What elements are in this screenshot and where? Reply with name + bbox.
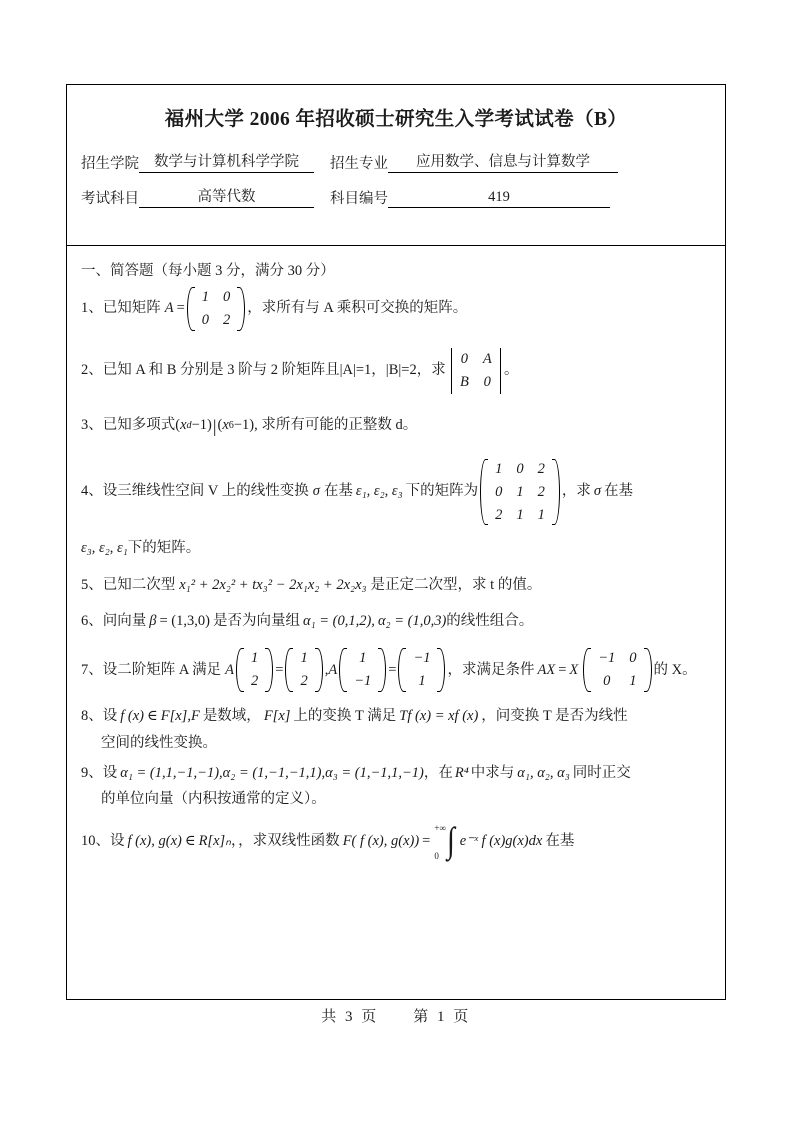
paren-left: [480, 458, 488, 527]
q7-v3-0: 1: [359, 650, 367, 667]
exam-header: [67, 103, 725, 246]
paren-left: [583, 647, 591, 693]
q1-text-2: ，求所有与 A 乘积可交换的矩阵。: [247, 300, 468, 317]
q7-text-1: 设二阶矩阵 A 满足: [102, 661, 222, 678]
q3-text-2: , 求所有可能的正整数 d。: [254, 417, 418, 434]
q2-d-0-1: A: [482, 351, 492, 368]
code-value: 419: [388, 188, 610, 208]
footer-current-pre: 第: [413, 1009, 431, 1025]
q7-v1-1: 2: [251, 673, 259, 690]
q6-alpha-2: α₂ = (1,0,3): [377, 612, 447, 629]
q10-text-1: 设: [110, 832, 125, 849]
q7-vector-4: [398, 647, 445, 693]
q5-text-2: 是正定二次型，求 t 的值。: [370, 577, 542, 594]
question-10: [81, 819, 711, 862]
q8-transform-eq: Tf (x) = xf (x): [399, 708, 479, 725]
q10-in-symbol: ∈: [184, 832, 196, 849]
question-9: [81, 764, 711, 810]
q4-text-6: 下的矩阵。: [127, 539, 201, 556]
q3-number: 3、: [81, 417, 103, 434]
integral-upper-limit: +∞: [434, 822, 446, 833]
q7-cond-x: X: [569, 661, 579, 678]
q9-text-1: 设: [102, 764, 118, 781]
paren-right: [552, 458, 560, 527]
footer-total-pre: 共: [321, 1009, 339, 1025]
subject-label: 考试科目: [81, 190, 139, 207]
q9-alpha-2: α₂ = (1,−1,−1,1),: [222, 764, 326, 781]
q3-expr2-base: x: [222, 417, 229, 434]
meta-row-subject-code: [67, 188, 725, 208]
page-title: 福州大学 2006 年招收硕士研究生入学考试试卷（B）: [164, 109, 628, 130]
q6-text-3: 的线性组合。: [446, 612, 534, 629]
q4-text-4: ，求: [561, 483, 591, 500]
paren-right: [378, 647, 386, 693]
q2-d-0-0: 0: [460, 351, 469, 368]
q7-v1-0: 1: [251, 650, 259, 667]
q7-A-1: A: [225, 661, 235, 678]
integral-symbol: [433, 819, 455, 862]
q7-v2-0: 1: [300, 650, 308, 667]
q6-text-2: 是否为向量组: [212, 612, 300, 629]
college-value: 数学与计算机科学学院: [139, 153, 314, 173]
q1-m-1-1: 2: [223, 312, 231, 329]
q7-cm-1-1: 1: [629, 673, 637, 690]
q10-text-2: ，，求双线性函数: [230, 832, 340, 849]
det-bar-left: [451, 348, 452, 394]
q4-text-3: 下的矩阵为: [405, 483, 479, 500]
q8-text-4: ，问变换 T 是否为线性: [481, 708, 628, 725]
footer-total-post: 页: [361, 1009, 379, 1025]
q7-vector-2: [285, 647, 322, 693]
q7-text-3: 的 X。: [653, 661, 697, 678]
paren-right: [437, 647, 445, 693]
q3-expr1-base: x: [180, 417, 187, 434]
question-8: [81, 707, 711, 753]
q9-R4: R⁴: [454, 764, 469, 781]
q1-matrix: [187, 286, 246, 332]
q1-number: 1、: [81, 300, 103, 317]
q4-text-1: 设三维线性空间 V 上的线性变换: [102, 483, 309, 500]
q7-equals-2: =: [388, 661, 397, 678]
q3-expr1-open: (: [175, 417, 181, 434]
q6-number: 6、: [81, 612, 103, 629]
q5-number: 5、: [81, 577, 103, 594]
q6-beta-value: = (1,3,0): [159, 612, 210, 629]
paren-right: [265, 647, 273, 693]
q5-expression: x₁² + 2x₂² + tx₃² − 2x₁x₂ + 2x₂x₃: [179, 577, 367, 594]
q7-cond-equals: =: [558, 661, 567, 678]
q4-text-2: 在基: [323, 483, 353, 500]
q7-cond-ax: AX: [537, 661, 556, 678]
paren-left: [285, 647, 293, 693]
q1-matrix-var: A: [164, 300, 174, 317]
q5-text-1: 已知二次型: [102, 577, 176, 594]
q4-sigma: σ: [312, 483, 320, 500]
q9-text-4: 同时正交: [572, 764, 631, 781]
footer-total-pages: 3: [344, 1009, 355, 1025]
q8-text-5: 空间的线性变换。: [101, 734, 217, 751]
integral-lower-limit: 0: [434, 850, 439, 861]
question-6: [81, 612, 711, 632]
q4-m-2-1: 1: [516, 506, 524, 523]
q4-m-1-0: 0: [495, 483, 503, 500]
q8-in-symbol: ∈: [147, 708, 158, 725]
q7-v4-1: 1: [418, 673, 426, 690]
q8-text-2: 是数域，: [202, 708, 261, 725]
paren-left: [398, 647, 406, 693]
q6-alpha-1: α₁ = (0,1,2),: [302, 612, 375, 629]
q7-cm-0-1: 0: [629, 650, 637, 667]
q7-v4-0: −1: [413, 650, 431, 667]
q10-fg: f (x), g(x): [127, 832, 182, 849]
q6-text-1: 问向量: [102, 612, 147, 629]
paren-left: [339, 647, 347, 693]
q4-basis-2: ε₃, ε₂, ε₁: [81, 539, 128, 556]
q3-expr1-rest: −1): [191, 417, 212, 434]
q4-number: 4、: [81, 483, 103, 500]
question-5: [81, 576, 711, 596]
q3-expr1-exp: d: [186, 419, 192, 431]
q1-m-0-1: 0: [223, 289, 231, 305]
q7-v3-1: −1: [354, 673, 372, 690]
q10-text-3: 在基: [545, 832, 575, 849]
q9-alpha-3: α₃ = (1,−1,1,−1): [325, 764, 424, 781]
q1-equals: =: [176, 300, 185, 317]
code-label: 科目编号: [330, 190, 388, 207]
q7-vector-3: [339, 647, 386, 693]
major-value: 应用数学、信息与计算数学: [388, 153, 618, 173]
question-3: [81, 416, 711, 436]
question-2: [81, 348, 711, 394]
q9-text-2: ，在: [423, 764, 453, 781]
q7-A-2: A: [328, 661, 338, 678]
q8-fx: f (x): [120, 708, 144, 725]
q7-cm-1-0: 0: [603, 673, 611, 690]
subject-value: 高等代数: [139, 188, 314, 208]
q3-expr2-open: (: [217, 417, 223, 434]
paren-left: [187, 286, 195, 332]
q4-m-0-0: 1: [495, 460, 503, 477]
q3-expr2-exp: 6: [228, 419, 234, 431]
paren-right: [237, 286, 245, 332]
q4-sigma-2: σ: [593, 483, 602, 500]
paren-right: [644, 647, 652, 693]
q4-matrix: [480, 458, 560, 527]
q8-text-3: 上的变换 T 满足: [293, 708, 397, 725]
q7-vector-1: [236, 647, 273, 693]
det-bar-right: [500, 348, 501, 394]
page-footer: [66, 1005, 726, 1026]
paren-left: [236, 647, 244, 693]
footer-current-post: 页: [453, 1009, 471, 1025]
footer-current-page: 1: [437, 1009, 448, 1025]
q9-alpha-1: α₁ = (1,1,−1,−1),: [120, 764, 223, 781]
q3-text-1: 已知多项式: [102, 417, 176, 434]
q7-v2-1: 2: [300, 673, 308, 690]
q2-text-2: 。: [504, 362, 519, 379]
q8-Fx: F[x],: [160, 708, 191, 725]
section-heading: 一、简答题（每小题 3 分，满分 30 分）: [81, 263, 335, 279]
q8-number: 8、: [81, 708, 103, 725]
q8-Fx-2: F[x]: [263, 708, 291, 725]
q4-m-0-2: 2: [537, 460, 545, 477]
q8-F: F: [190, 708, 200, 725]
q2-d-1-1: 0: [483, 374, 491, 391]
q2-text-1: 已知 A 和 B 分别是 3 阶与 2 阶矩阵且|A|=1，|B|=2，求: [102, 362, 446, 379]
q4-basis: ε₁, ε₂, ε₃: [355, 483, 403, 500]
question-4: [81, 458, 711, 559]
q10-number: 10、: [81, 832, 110, 849]
q3-expr2-rest: −1): [233, 417, 255, 434]
q7-cond-matrix: [583, 647, 651, 693]
q7-text-2: ，求满足条件: [447, 661, 535, 678]
q4-m-2-0: 2: [495, 506, 503, 523]
q1-m-0-0: 1: [201, 289, 210, 305]
q4-m-2-2: 1: [537, 506, 545, 523]
q10-F-function: F( f (x), g(x)): [342, 832, 420, 849]
q4-m-1-1: 1: [516, 483, 524, 500]
q7-comma: ,: [324, 661, 329, 678]
q9-alphas: α₁, α₂, α₃: [517, 764, 570, 781]
question-1: [81, 286, 711, 332]
q10-equals: =: [422, 832, 431, 849]
q7-number: 7、: [81, 661, 103, 678]
q10-integrand: e⁻ˣ f (x)g(x)dx: [459, 832, 543, 849]
q9-text-5: 的单位向量（内积按通常的定义）。: [101, 791, 326, 808]
meta-row-college-major: [67, 153, 725, 173]
q4-m-1-2: 2: [537, 483, 545, 500]
integral-glyph: ∫: [446, 819, 455, 860]
major-label: 招生专业: [330, 155, 388, 172]
paren-right: [315, 647, 323, 693]
q4-m-0-1: 0: [516, 460, 524, 477]
exam-body: [67, 246, 725, 862]
q1-text-1: 已知矩阵: [102, 300, 161, 317]
exam-frame: [66, 84, 726, 1000]
q4-text-5: 在基: [604, 483, 634, 500]
q9-text-3: 中求与: [470, 764, 515, 781]
q2-d-1-0: B: [460, 374, 469, 391]
q3-divides-symbol: |: [212, 415, 217, 436]
q1-m-1-0: 0: [201, 312, 210, 329]
question-7: [81, 647, 711, 693]
q2-number: 2、: [81, 362, 103, 379]
q9-number: 9、: [81, 764, 103, 781]
q6-beta: β: [149, 612, 157, 629]
q7-equals-1: =: [275, 661, 284, 678]
college-label: 招生学院: [81, 155, 139, 172]
q10-Rxn: R[x]ₙ: [198, 832, 231, 849]
q2-determinant: [450, 348, 502, 394]
q8-text-1: 设: [102, 708, 118, 725]
q7-cm-0-0: −1: [598, 650, 616, 667]
